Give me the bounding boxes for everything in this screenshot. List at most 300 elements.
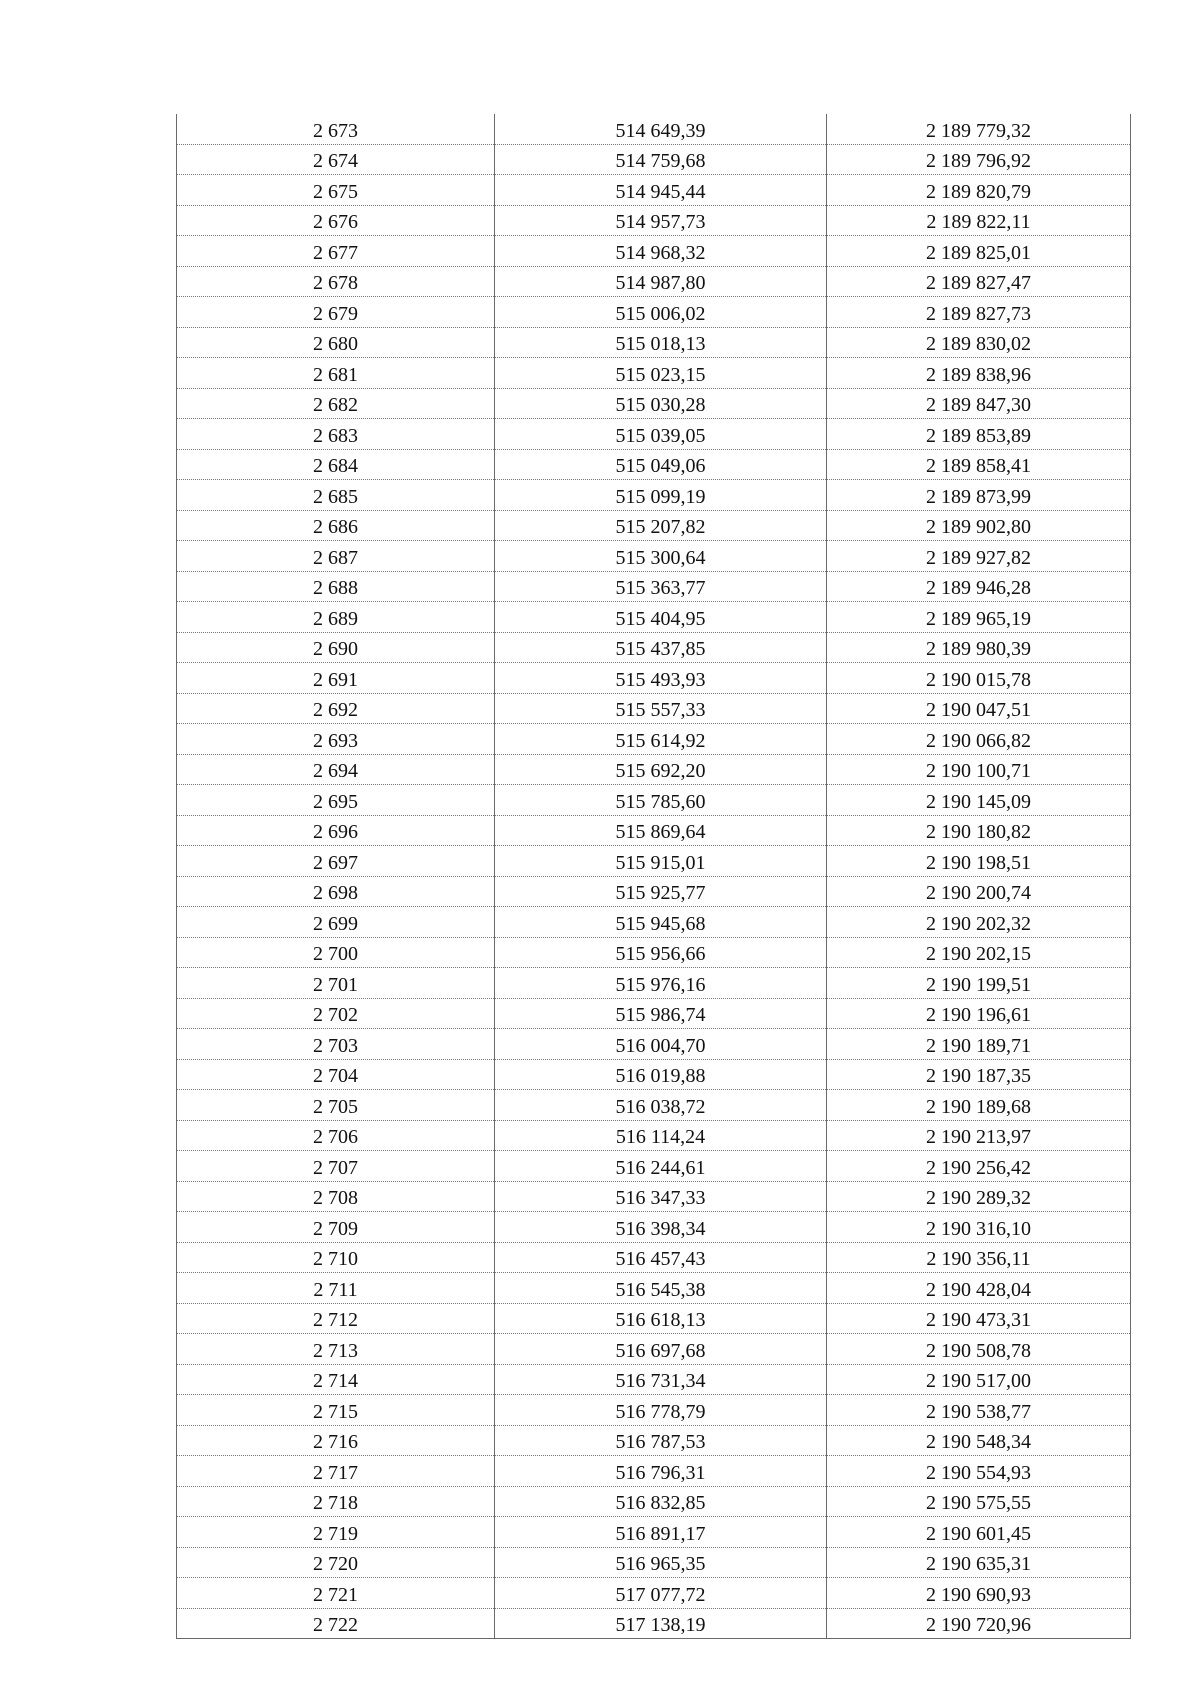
table-row bbox=[177, 632, 1131, 663]
x-coordinate-cell bbox=[495, 327, 827, 358]
point-number-value: 2 719 bbox=[313, 1522, 358, 1545]
point-number-value: 2 709 bbox=[313, 1217, 358, 1240]
x-coordinate-value: 516 038,72 bbox=[615, 1095, 706, 1118]
y-coordinate-cell bbox=[827, 754, 1131, 785]
x-coordinate-value: 515 404,95 bbox=[615, 607, 706, 630]
point-number-cell bbox=[177, 663, 495, 694]
x-coordinate-cell bbox=[495, 510, 827, 541]
x-coordinate-value: 515 986,74 bbox=[615, 1004, 706, 1026]
table-row bbox=[177, 1273, 1131, 1304]
x-coordinate-value: 515 023,15 bbox=[615, 363, 706, 386]
x-coordinate-cell bbox=[495, 297, 827, 328]
table-row bbox=[177, 1334, 1131, 1365]
point-number-value: 2 708 bbox=[313, 1187, 358, 1209]
x-coordinate-cell bbox=[495, 1364, 827, 1395]
y-coordinate-value: 2 190 199,51 bbox=[926, 973, 1031, 996]
point-number-cell bbox=[177, 1212, 495, 1243]
y-coordinate-value: 2 190 198,51 bbox=[926, 851, 1031, 874]
y-coordinate-cell bbox=[827, 1608, 1131, 1639]
y-coordinate-value: 2 189 779,32 bbox=[926, 119, 1031, 142]
y-coordinate-cell bbox=[827, 724, 1131, 755]
y-coordinate-value: 2 190 256,42 bbox=[926, 1156, 1031, 1179]
x-coordinate-cell bbox=[495, 937, 827, 968]
table-row bbox=[177, 419, 1131, 450]
point-number-value: 2 703 bbox=[313, 1034, 358, 1057]
x-coordinate-cell bbox=[495, 632, 827, 663]
x-coordinate-value: 516 545,38 bbox=[615, 1278, 706, 1301]
point-number-value: 2 715 bbox=[313, 1400, 358, 1423]
y-coordinate-cell bbox=[827, 510, 1131, 541]
table-row bbox=[177, 114, 1131, 144]
x-coordinate-cell bbox=[495, 419, 827, 450]
table-row bbox=[177, 144, 1131, 175]
x-coordinate-cell bbox=[495, 175, 827, 206]
x-coordinate-value: 516 457,43 bbox=[615, 1248, 706, 1270]
point-number-cell bbox=[177, 1059, 495, 1090]
y-coordinate-value: 2 189 830,02 bbox=[926, 333, 1031, 355]
y-coordinate-cell bbox=[827, 114, 1131, 144]
point-number-value: 2 696 bbox=[313, 821, 358, 843]
point-number-cell bbox=[177, 1364, 495, 1395]
x-coordinate-value: 516 832,85 bbox=[615, 1492, 706, 1514]
y-coordinate-value: 2 190 015,78 bbox=[926, 668, 1031, 691]
x-coordinate-value: 516 891,17 bbox=[615, 1522, 706, 1545]
point-number-cell bbox=[177, 1090, 495, 1121]
point-number-cell bbox=[177, 175, 495, 206]
x-coordinate-cell bbox=[495, 693, 827, 724]
point-number-value: 2 693 bbox=[313, 729, 358, 752]
point-number-value: 2 704 bbox=[313, 1065, 358, 1087]
point-number-value: 2 691 bbox=[313, 668, 358, 691]
point-number-cell bbox=[177, 327, 495, 358]
point-number-cell bbox=[177, 1029, 495, 1060]
x-coordinate-value: 514 968,32 bbox=[615, 241, 706, 264]
y-coordinate-value: 2 190 066,82 bbox=[926, 729, 1031, 752]
y-coordinate-cell bbox=[827, 602, 1131, 633]
point-number-value: 2 720 bbox=[313, 1553, 358, 1575]
y-coordinate-value: 2 189 853,89 bbox=[926, 424, 1031, 447]
x-coordinate-cell bbox=[495, 1151, 827, 1182]
y-coordinate-cell bbox=[827, 937, 1131, 968]
point-number-value: 2 695 bbox=[313, 790, 358, 813]
table-row bbox=[177, 1456, 1131, 1487]
y-coordinate-cell bbox=[827, 1517, 1131, 1548]
point-number-cell bbox=[177, 937, 495, 968]
y-coordinate-cell bbox=[827, 571, 1131, 602]
table-row bbox=[177, 1395, 1131, 1426]
y-coordinate-value: 2 190 187,35 bbox=[926, 1065, 1031, 1087]
coordinates-table bbox=[176, 114, 1131, 1639]
x-coordinate-cell bbox=[495, 1181, 827, 1212]
table-row bbox=[177, 541, 1131, 572]
point-number-value: 2 702 bbox=[313, 1004, 358, 1026]
x-coordinate-cell bbox=[495, 602, 827, 633]
point-number-cell bbox=[177, 1456, 495, 1487]
y-coordinate-value: 2 189 796,92 bbox=[926, 150, 1031, 172]
point-number-value: 2 698 bbox=[313, 882, 358, 904]
y-coordinate-value: 2 190 720,96 bbox=[926, 1614, 1031, 1636]
y-coordinate-cell bbox=[827, 907, 1131, 938]
y-coordinate-cell bbox=[827, 358, 1131, 389]
x-coordinate-value: 516 787,53 bbox=[615, 1431, 706, 1453]
table-row bbox=[177, 998, 1131, 1029]
x-coordinate-cell bbox=[495, 1242, 827, 1273]
x-coordinate-value: 517 077,72 bbox=[615, 1583, 706, 1606]
x-coordinate-value: 515 300,64 bbox=[615, 546, 706, 569]
point-number-value: 2 718 bbox=[313, 1492, 358, 1514]
point-number-value: 2 685 bbox=[313, 485, 358, 508]
table-row bbox=[177, 1059, 1131, 1090]
point-number-cell bbox=[177, 1395, 495, 1426]
x-coordinate-value: 515 363,77 bbox=[615, 577, 706, 599]
table-row bbox=[177, 1364, 1131, 1395]
table-row bbox=[177, 327, 1131, 358]
table-row bbox=[177, 175, 1131, 206]
point-number-cell bbox=[177, 236, 495, 267]
y-coordinate-cell bbox=[827, 266, 1131, 297]
y-coordinate-cell bbox=[827, 1120, 1131, 1151]
point-number-value: 2 713 bbox=[313, 1339, 358, 1362]
y-coordinate-value: 2 190 554,93 bbox=[926, 1461, 1031, 1484]
point-number-cell bbox=[177, 297, 495, 328]
table-row bbox=[177, 693, 1131, 724]
y-coordinate-cell bbox=[827, 205, 1131, 236]
x-coordinate-value: 516 731,34 bbox=[615, 1370, 706, 1392]
x-coordinate-value: 516 697,68 bbox=[615, 1339, 706, 1362]
y-coordinate-cell bbox=[827, 1456, 1131, 1487]
point-number-value: 2 684 bbox=[313, 455, 358, 477]
table-row bbox=[177, 1212, 1131, 1243]
point-number-value: 2 707 bbox=[313, 1156, 358, 1179]
x-coordinate-cell bbox=[495, 1273, 827, 1304]
point-number-value: 2 676 bbox=[313, 211, 358, 233]
x-coordinate-cell bbox=[495, 1608, 827, 1639]
y-coordinate-cell bbox=[827, 144, 1131, 175]
point-number-cell bbox=[177, 388, 495, 419]
table-row bbox=[177, 1181, 1131, 1212]
x-coordinate-cell bbox=[495, 1090, 827, 1121]
y-coordinate-cell bbox=[827, 1273, 1131, 1304]
y-coordinate-cell bbox=[827, 327, 1131, 358]
y-coordinate-value: 2 189 858,41 bbox=[926, 455, 1031, 477]
point-number-cell bbox=[177, 266, 495, 297]
point-number-value: 2 689 bbox=[313, 607, 358, 630]
x-coordinate-value: 515 945,68 bbox=[615, 912, 706, 935]
x-coordinate-cell bbox=[495, 1425, 827, 1456]
table-row bbox=[177, 266, 1131, 297]
x-coordinate-cell bbox=[495, 114, 827, 144]
table-row bbox=[177, 907, 1131, 938]
y-coordinate-value: 2 189 873,99 bbox=[926, 485, 1031, 508]
y-coordinate-cell bbox=[827, 1151, 1131, 1182]
x-coordinate-cell bbox=[495, 1059, 827, 1090]
x-coordinate-cell bbox=[495, 449, 827, 480]
x-coordinate-value: 514 759,68 bbox=[615, 150, 706, 172]
x-coordinate-cell bbox=[495, 1456, 827, 1487]
x-coordinate-cell bbox=[495, 907, 827, 938]
point-number-cell bbox=[177, 541, 495, 572]
table-row bbox=[177, 1608, 1131, 1639]
y-coordinate-value: 2 190 145,09 bbox=[926, 790, 1031, 813]
x-coordinate-value: 516 004,70 bbox=[615, 1034, 706, 1057]
y-coordinate-cell bbox=[827, 785, 1131, 816]
point-number-value: 2 680 bbox=[313, 333, 358, 355]
point-number-value: 2 682 bbox=[313, 394, 358, 416]
y-coordinate-value: 2 189 965,19 bbox=[926, 607, 1031, 630]
y-coordinate-cell bbox=[827, 815, 1131, 846]
point-number-value: 2 701 bbox=[313, 973, 358, 996]
point-number-cell bbox=[177, 968, 495, 999]
y-coordinate-cell bbox=[827, 1242, 1131, 1273]
table-row bbox=[177, 1486, 1131, 1517]
point-number-value: 2 678 bbox=[313, 272, 358, 294]
point-number-cell bbox=[177, 1425, 495, 1456]
x-coordinate-cell bbox=[495, 785, 827, 816]
x-coordinate-cell bbox=[495, 236, 827, 267]
x-coordinate-cell bbox=[495, 266, 827, 297]
point-number-cell bbox=[177, 1273, 495, 1304]
point-number-value: 2 675 bbox=[313, 180, 358, 203]
x-coordinate-cell bbox=[495, 1517, 827, 1548]
table-row bbox=[177, 297, 1131, 328]
table-row bbox=[177, 602, 1131, 633]
table-row bbox=[177, 358, 1131, 389]
point-number-value: 2 706 bbox=[313, 1126, 358, 1148]
x-coordinate-cell bbox=[495, 724, 827, 755]
x-coordinate-cell bbox=[495, 1212, 827, 1243]
y-coordinate-cell bbox=[827, 388, 1131, 419]
point-number-cell bbox=[177, 693, 495, 724]
y-coordinate-value: 2 189 822,11 bbox=[926, 211, 1031, 233]
point-number-value: 2 710 bbox=[313, 1248, 358, 1270]
x-coordinate-value: 515 049,06 bbox=[615, 455, 706, 477]
y-coordinate-cell bbox=[827, 297, 1131, 328]
x-coordinate-value: 515 869,64 bbox=[615, 821, 706, 843]
point-number-value: 2 686 bbox=[313, 516, 358, 538]
y-coordinate-cell bbox=[827, 663, 1131, 694]
table-row bbox=[177, 449, 1131, 480]
y-coordinate-cell bbox=[827, 1395, 1131, 1426]
y-coordinate-cell bbox=[827, 1334, 1131, 1365]
x-coordinate-cell bbox=[495, 571, 827, 602]
y-coordinate-value: 2 190 180,82 bbox=[926, 821, 1031, 843]
y-coordinate-cell bbox=[827, 1303, 1131, 1334]
table-row bbox=[177, 937, 1131, 968]
x-coordinate-value: 515 437,85 bbox=[615, 638, 706, 660]
y-coordinate-cell bbox=[827, 846, 1131, 877]
y-coordinate-cell bbox=[827, 175, 1131, 206]
point-number-value: 2 690 bbox=[313, 638, 358, 660]
point-number-value: 2 687 bbox=[313, 546, 358, 569]
point-number-value: 2 711 bbox=[313, 1278, 358, 1301]
point-number-cell bbox=[177, 1486, 495, 1517]
y-coordinate-value: 2 190 473,31 bbox=[926, 1309, 1031, 1331]
x-coordinate-cell bbox=[495, 1486, 827, 1517]
table-row bbox=[177, 1090, 1131, 1121]
x-coordinate-cell bbox=[495, 480, 827, 511]
y-coordinate-cell bbox=[827, 1547, 1131, 1578]
x-coordinate-cell bbox=[495, 1029, 827, 1060]
table-row bbox=[177, 1425, 1131, 1456]
y-coordinate-cell bbox=[827, 876, 1131, 907]
point-number-cell bbox=[177, 480, 495, 511]
y-coordinate-cell bbox=[827, 236, 1131, 267]
point-number-value: 2 679 bbox=[313, 302, 358, 325]
table-row bbox=[177, 1151, 1131, 1182]
point-number-value: 2 677 bbox=[313, 241, 358, 264]
point-number-cell bbox=[177, 815, 495, 846]
y-coordinate-cell bbox=[827, 480, 1131, 511]
x-coordinate-cell bbox=[495, 1120, 827, 1151]
y-coordinate-value: 2 189 825,01 bbox=[926, 241, 1031, 264]
x-coordinate-cell bbox=[495, 663, 827, 694]
table-row bbox=[177, 968, 1131, 999]
point-number-value: 2 688 bbox=[313, 577, 358, 599]
y-coordinate-cell bbox=[827, 1090, 1131, 1121]
x-coordinate-value: 515 956,66 bbox=[615, 943, 706, 965]
x-coordinate-cell bbox=[495, 998, 827, 1029]
point-number-value: 2 673 bbox=[313, 119, 358, 142]
point-number-cell bbox=[177, 724, 495, 755]
x-coordinate-value: 515 557,33 bbox=[615, 699, 706, 721]
x-coordinate-cell bbox=[495, 1303, 827, 1334]
y-coordinate-value: 2 190 428,04 bbox=[926, 1278, 1031, 1301]
y-coordinate-value: 2 190 202,15 bbox=[926, 943, 1031, 965]
x-coordinate-value: 515 099,19 bbox=[615, 485, 706, 508]
point-number-value: 2 714 bbox=[313, 1370, 358, 1392]
point-number-cell bbox=[177, 1242, 495, 1273]
x-coordinate-cell bbox=[495, 388, 827, 419]
point-number-cell bbox=[177, 419, 495, 450]
point-number-cell bbox=[177, 602, 495, 633]
y-coordinate-value: 2 190 047,51 bbox=[926, 699, 1031, 721]
x-coordinate-cell bbox=[495, 541, 827, 572]
x-coordinate-cell bbox=[495, 1334, 827, 1365]
table-row bbox=[177, 236, 1131, 267]
y-coordinate-cell bbox=[827, 1425, 1131, 1456]
point-number-value: 2 681 bbox=[313, 363, 358, 386]
y-coordinate-cell bbox=[827, 968, 1131, 999]
x-coordinate-value: 515 006,02 bbox=[615, 302, 706, 325]
table-row bbox=[177, 1029, 1131, 1060]
y-coordinate-cell bbox=[827, 449, 1131, 480]
point-number-value: 2 721 bbox=[313, 1583, 358, 1606]
point-number-cell bbox=[177, 510, 495, 541]
y-coordinate-cell bbox=[827, 1029, 1131, 1060]
point-number-cell bbox=[177, 1181, 495, 1212]
x-coordinate-cell bbox=[495, 876, 827, 907]
x-coordinate-value: 516 019,88 bbox=[615, 1065, 706, 1087]
y-coordinate-value: 2 190 289,32 bbox=[926, 1187, 1031, 1209]
y-coordinate-value: 2 189 946,28 bbox=[926, 577, 1031, 599]
x-coordinate-value: 515 976,16 bbox=[615, 973, 706, 996]
y-coordinate-value: 2 190 508,78 bbox=[926, 1339, 1031, 1362]
point-number-value: 2 699 bbox=[313, 912, 358, 935]
y-coordinate-cell bbox=[827, 1578, 1131, 1609]
coordinates-table-body bbox=[177, 114, 1131, 1639]
y-coordinate-value: 2 190 196,61 bbox=[926, 1004, 1031, 1026]
table-row bbox=[177, 480, 1131, 511]
point-number-value: 2 705 bbox=[313, 1095, 358, 1118]
x-coordinate-value: 516 114,24 bbox=[615, 1126, 706, 1148]
point-number-cell bbox=[177, 785, 495, 816]
x-coordinate-value: 514 957,73 bbox=[615, 211, 706, 233]
x-coordinate-cell bbox=[495, 358, 827, 389]
x-coordinate-value: 516 778,79 bbox=[615, 1400, 706, 1423]
point-number-value: 2 697 bbox=[313, 851, 358, 874]
x-coordinate-value: 516 244,61 bbox=[615, 1156, 706, 1179]
x-coordinate-value: 515 692,20 bbox=[615, 760, 706, 782]
x-coordinate-cell bbox=[495, 754, 827, 785]
table-row bbox=[177, 571, 1131, 602]
point-number-cell bbox=[177, 1547, 495, 1578]
y-coordinate-value: 2 190 200,74 bbox=[926, 882, 1031, 904]
y-coordinate-value: 2 190 316,10 bbox=[926, 1217, 1031, 1240]
x-coordinate-cell bbox=[495, 1395, 827, 1426]
table-row bbox=[177, 510, 1131, 541]
point-number-cell bbox=[177, 1334, 495, 1365]
x-coordinate-value: 515 915,01 bbox=[615, 851, 706, 874]
y-coordinate-value: 2 190 189,71 bbox=[926, 1034, 1031, 1057]
table-row bbox=[177, 754, 1131, 785]
x-coordinate-value: 516 347,33 bbox=[615, 1187, 706, 1209]
point-number-value: 2 717 bbox=[313, 1461, 358, 1484]
y-coordinate-value: 2 190 601,45 bbox=[926, 1522, 1031, 1545]
y-coordinate-value: 2 190 100,71 bbox=[926, 760, 1031, 782]
y-coordinate-value: 2 189 827,47 bbox=[926, 272, 1031, 294]
point-number-value: 2 692 bbox=[313, 699, 358, 721]
y-coordinate-value: 2 190 635,31 bbox=[926, 1553, 1031, 1575]
table-row bbox=[177, 205, 1131, 236]
y-coordinate-cell bbox=[827, 1181, 1131, 1212]
point-number-cell bbox=[177, 449, 495, 480]
y-coordinate-value: 2 190 575,55 bbox=[926, 1492, 1031, 1514]
point-number-cell bbox=[177, 876, 495, 907]
point-number-cell bbox=[177, 1303, 495, 1334]
y-coordinate-value: 2 190 202,32 bbox=[926, 912, 1031, 935]
x-coordinate-value: 514 649,39 bbox=[615, 119, 706, 142]
x-coordinate-value: 514 987,80 bbox=[615, 272, 706, 294]
y-coordinate-cell bbox=[827, 1364, 1131, 1395]
point-number-cell bbox=[177, 998, 495, 1029]
x-coordinate-cell bbox=[495, 144, 827, 175]
y-coordinate-value: 2 189 847,30 bbox=[926, 394, 1031, 416]
table-row bbox=[177, 1120, 1131, 1151]
y-coordinate-value: 2 190 189,68 bbox=[926, 1095, 1031, 1118]
table-row bbox=[177, 724, 1131, 755]
y-coordinate-cell bbox=[827, 632, 1131, 663]
point-number-value: 2 674 bbox=[313, 150, 358, 172]
y-coordinate-value: 2 190 213,97 bbox=[926, 1126, 1031, 1148]
x-coordinate-value: 516 618,13 bbox=[615, 1309, 706, 1331]
y-coordinate-value: 2 190 517,00 bbox=[926, 1370, 1031, 1392]
table-row bbox=[177, 876, 1131, 907]
point-number-cell bbox=[177, 358, 495, 389]
x-coordinate-cell bbox=[495, 846, 827, 877]
point-number-cell bbox=[177, 754, 495, 785]
table-row bbox=[177, 815, 1131, 846]
table-row bbox=[177, 1517, 1131, 1548]
table-row bbox=[177, 663, 1131, 694]
x-coordinate-value: 516 398,34 bbox=[615, 1217, 706, 1240]
point-number-cell bbox=[177, 632, 495, 663]
point-number-cell bbox=[177, 114, 495, 144]
point-number-cell bbox=[177, 1517, 495, 1548]
point-number-cell bbox=[177, 846, 495, 877]
y-coordinate-value: 2 189 827,73 bbox=[926, 302, 1031, 325]
y-coordinate-cell bbox=[827, 998, 1131, 1029]
y-coordinate-value: 2 190 538,77 bbox=[926, 1400, 1031, 1423]
